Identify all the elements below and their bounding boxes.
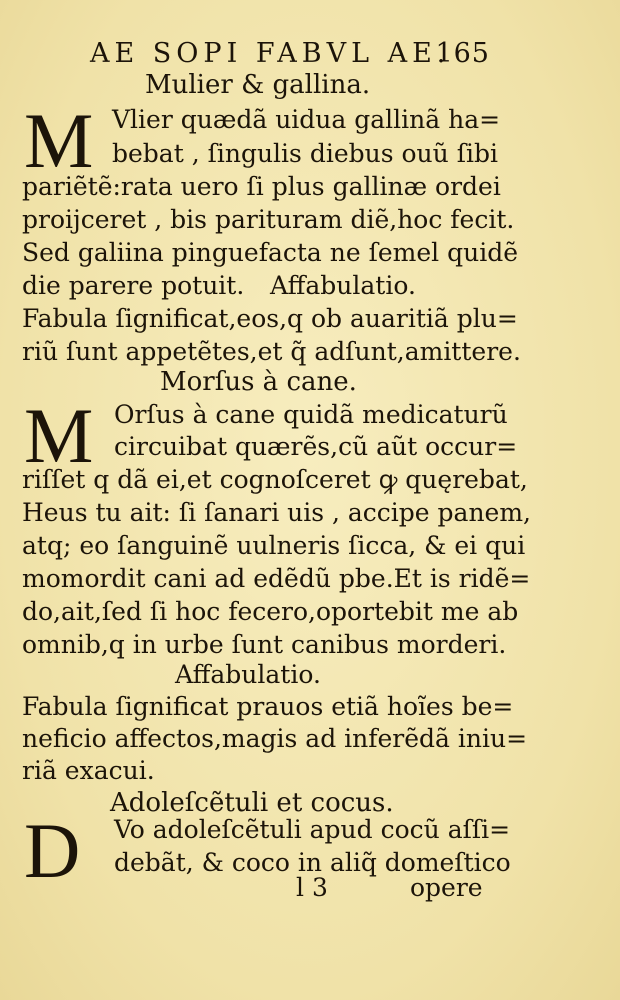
affabulatio-heading: Affabulatio. — [270, 271, 416, 300]
text-line: circuibat quærẽs,cũ aũt occur= — [114, 432, 518, 461]
catchword: opere — [410, 873, 483, 902]
fable-title: Mulier & gallina. — [145, 70, 371, 100]
text-line: bebat , ſingulis diebus ouũ ſibi — [112, 139, 498, 168]
drop-cap: M — [24, 392, 94, 479]
text-line: omnib,q in urbe ſunt canibus morderi. — [22, 630, 507, 659]
signature-mark: l 3 — [296, 873, 328, 902]
text-line: riã exacui. — [22, 756, 155, 785]
text-line: do,ait,ſed ſi hoc fecero,oportebit me ab — [22, 597, 519, 626]
text-line: pariẽtẽ:rata uero ſi plus gallinæ ordei — [22, 172, 501, 201]
text-line: proijceret , bis parituram diẽ,hoc fecit. — [22, 205, 515, 234]
running-header — [90, 38, 490, 69]
page-number: 165 — [435, 38, 490, 69]
text-line: Fabula ſignificat,eos,q ob auaritiã plu= — [22, 304, 518, 333]
text-line: neficio affectos,magis ad inferẽdã iniu= — [22, 724, 528, 753]
affabulatio-heading: Affabulatio. — [175, 660, 321, 689]
text-line: die parere potuit. — [22, 271, 245, 300]
fable-title: Adoleſcẽtuli et cocus. — [110, 788, 394, 818]
text-line: debãt, & coco in aliq̃ domeſtico — [114, 848, 511, 877]
text-line: Heus tu ait: ſi ſanari uis , accipe panem, — [22, 498, 532, 527]
text-line: Vo adoleſcẽtuli apud cocũ aſſi= — [114, 815, 511, 844]
drop-cap: D — [24, 807, 81, 894]
text-line: riſſet q dã ei,et cognoſceret ꝙ quęrebat, — [22, 465, 528, 494]
text-line: Fabula ſignificat prauos etiã hoĩes be= — [22, 692, 514, 721]
text-line: Sed galiina pinguefacta ne ſemel quidẽ — [22, 238, 519, 267]
text-line: Orſus à cane quidã medicaturũ — [114, 400, 508, 429]
text-line: Vlier quædã uidua gallinã ha= — [112, 105, 501, 134]
text-line: atq; eo ſanguinẽ uulneris ſicca, & ei qui — [22, 531, 526, 560]
fable-title: Morſus à cane. — [160, 367, 357, 397]
text-line: riũ ſunt appetẽtes,et q̃ adſunt,amittere. — [22, 337, 521, 366]
text-line: momordit cani ad edẽdũ pbe.Et is ridẽ= — [22, 564, 531, 593]
running-title: AE SOPI FABVL AE. — [90, 38, 451, 69]
drop-cap: M — [24, 97, 94, 184]
